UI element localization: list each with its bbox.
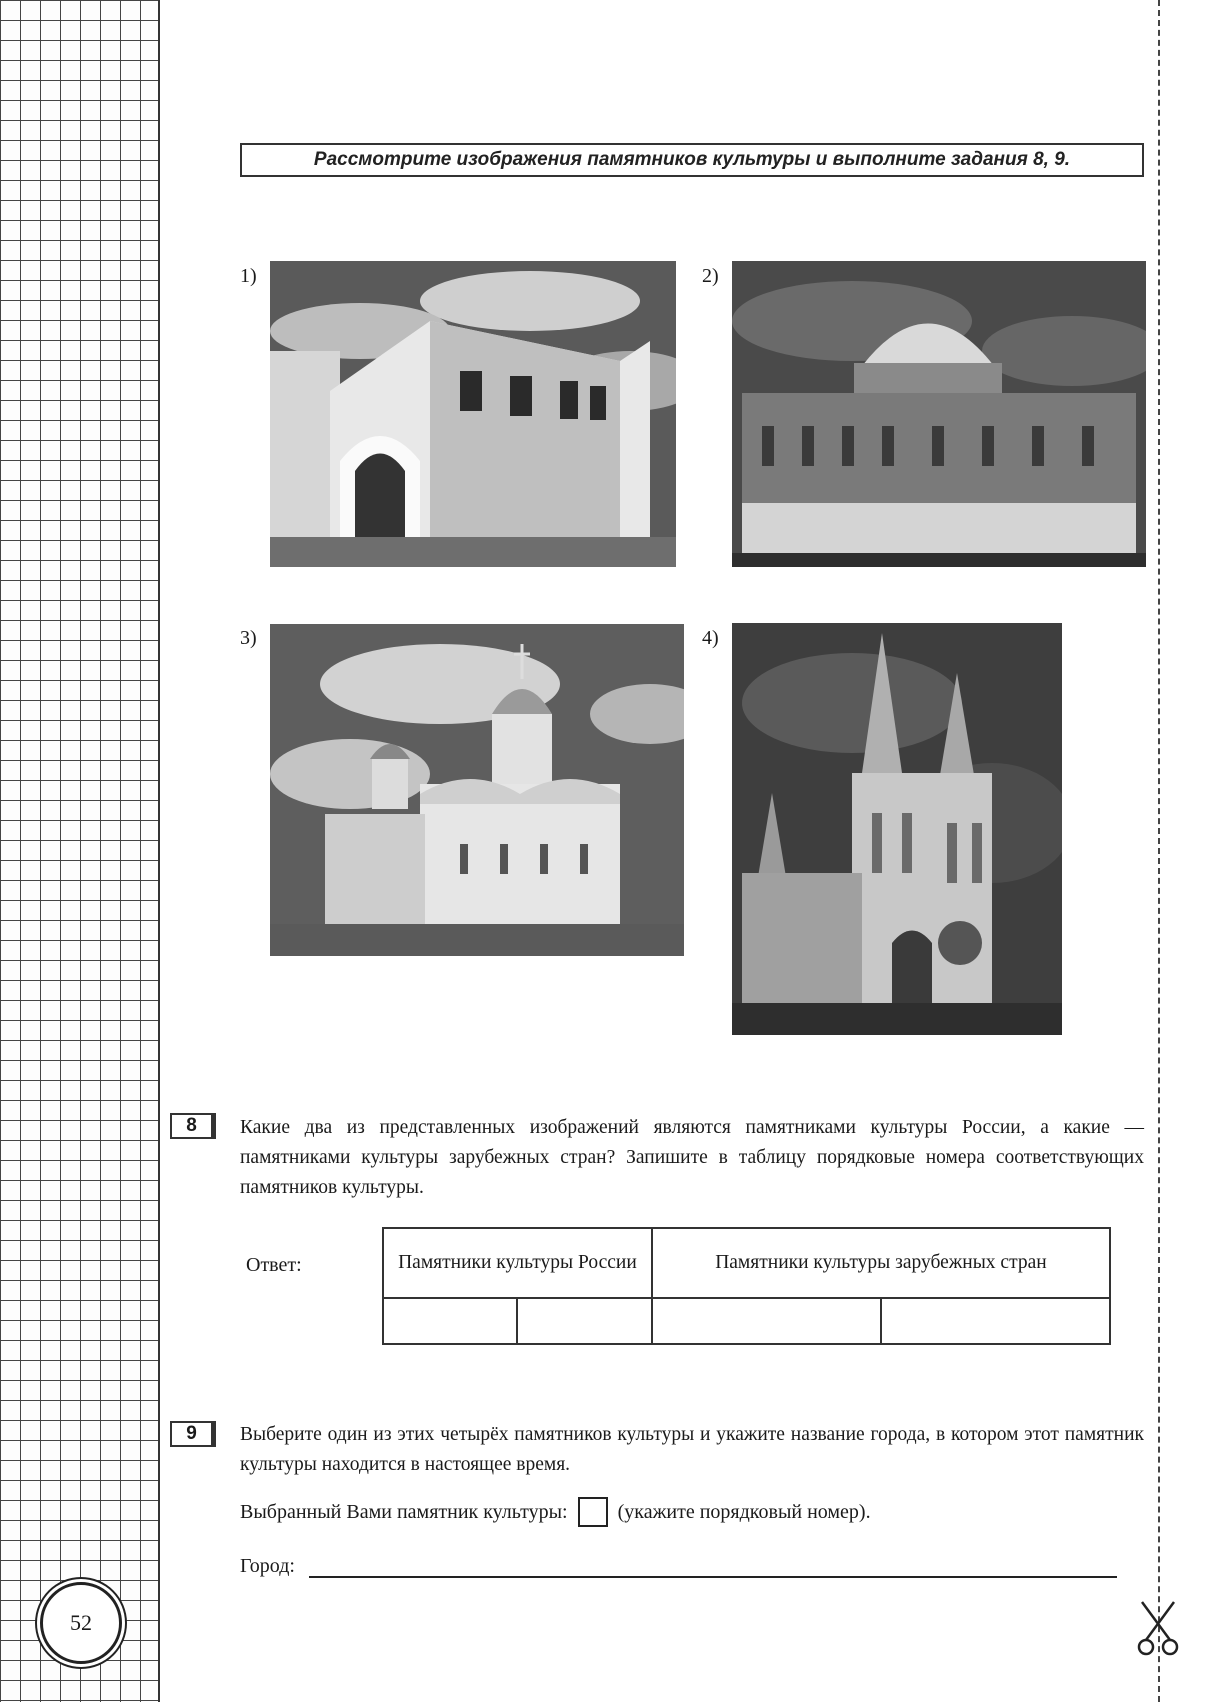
- question-9-text: Выберите один из этих четырёх памятников культуры и укажите название города, в котором этот памятник культуры находится в настоящее время.: [240, 1424, 1144, 1475]
- figure-2-label: 2): [702, 265, 719, 287]
- instruction-header: Рассмотрите изображения памятников культуры и выполните задания 8, 9.: [240, 143, 1144, 177]
- gothic-cathedral-photo-icon: [732, 623, 1062, 1035]
- graph-paper-margin: [0, 0, 160, 1702]
- figure-1-label: 1): [240, 265, 257, 287]
- column-foreign-header: Памятники культуры зарубежных стран: [652, 1228, 1110, 1298]
- answer-label: Ответ:: [246, 1254, 302, 1276]
- page-number: 52: [40, 1582, 122, 1664]
- question-9-number: 9: [170, 1421, 216, 1447]
- city-label: Город:: [240, 1555, 295, 1577]
- orthodox-cathedral-photo-icon: [270, 624, 684, 956]
- chosen-number-box[interactable]: [578, 1497, 608, 1527]
- answer-cell-foreign-2[interactable]: [881, 1298, 1110, 1344]
- answer-table: [382, 1227, 1111, 1345]
- chosen-monument-hint: (укажите порядковый номер).: [617, 1500, 871, 1523]
- figure-4-label: 4): [702, 627, 719, 649]
- chosen-monument-row: [240, 1497, 871, 1527]
- answer-cell-foreign-1[interactable]: [652, 1298, 881, 1344]
- city-answer-line[interactable]: [309, 1552, 1117, 1578]
- question-8-number: 8: [170, 1113, 216, 1139]
- question-8-text: Какие два из представленных изображений являются памятниками культуры России, а какие — памятниками культуры зарубежных стран? Запишите в таблицу порядковые номера соответствующих памятников культуры.: [240, 1117, 1144, 1198]
- column-russia-header: Памятники культуры России: [383, 1228, 652, 1298]
- cut-line: [1158, 0, 1160, 1702]
- palace-photo-icon: [270, 261, 676, 567]
- figure-3-label: 3): [240, 627, 257, 649]
- scissors-icon: [1136, 1598, 1180, 1658]
- answer-cell-russia-1[interactable]: [383, 1298, 517, 1344]
- city-row: [240, 1552, 1117, 1578]
- chosen-monument-label: Выбранный Вами памятник культуры:: [240, 1500, 568, 1523]
- domed-mosque-photo-icon: [732, 261, 1146, 567]
- answer-cell-russia-2[interactable]: [517, 1298, 651, 1344]
